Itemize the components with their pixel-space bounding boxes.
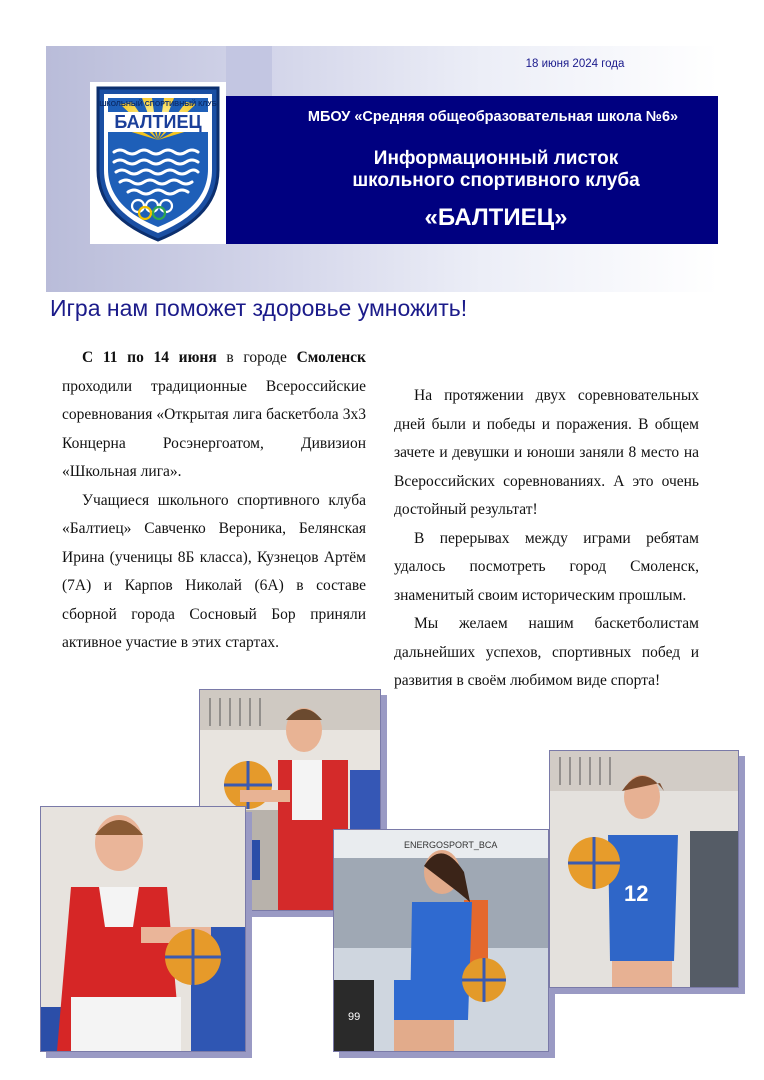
article-column-right	[394, 382, 699, 696]
paragraph: Учащиеся школьного спортивного клуба «Балтиец» Савченко Вероника, Белянская Ирина (ученицы 8Б класса), Кузнецов Артём (7А) и Карпов Николай (6А) в составе сборной города Сосновый Бор приняли активное участие в этих стартах.	[62, 491, 366, 651]
header-decor-square	[226, 46, 272, 96]
text-fragment: в городе	[216, 349, 297, 366]
event-dates: С 11 по 14 июня	[82, 349, 217, 366]
boy-red-jersey-photo	[40, 806, 246, 1052]
school-name: МБОУ «Средняя общеобразовательная школа №6»	[307, 109, 679, 125]
arena-banner-text: ENERGOSPORT_BCA	[404, 840, 498, 850]
girl-number-12-photo	[549, 750, 739, 988]
newsletter-title	[226, 148, 764, 192]
jersey-number: 99	[348, 1011, 361, 1023]
logo-top-text: ШКОЛЬНЫЙ СПОРТИВНЫЙ КЛУБ	[99, 101, 217, 108]
girl-dribbling-photo	[333, 829, 549, 1052]
article-column-left	[62, 344, 366, 658]
paragraph	[62, 344, 366, 487]
issue-date: 18 июня 2024 года	[525, 58, 625, 70]
header-title-panel	[226, 96, 718, 244]
logo-club-name: БАЛТИЕЦ	[114, 112, 202, 132]
newsletter-title-line1: Информационный листок	[373, 148, 619, 169]
jersey-number: 12	[624, 881, 649, 906]
paragraph: Мы желаем нашим баскетболистам дальнейших успехов, спортивных побед и развития в своём любимом виде спорта!	[394, 615, 699, 689]
paragraph: На протяжении двух соревновательных дней были и победы и поражения. В общем зачете и девушки и юноши заняли 8 место на Всероссийских соревнованиях. А это очень достойный результат!	[394, 387, 699, 518]
club-logo	[90, 82, 226, 244]
club-name: «БАЛТИЕЦ»	[424, 204, 568, 231]
newsletter-title-line2: школьного спортивного клуба	[352, 170, 640, 191]
article-headline: Игра нам поможет здоровье умножить!	[50, 295, 468, 321]
event-city: Смоленск	[296, 349, 366, 366]
paragraph: В перерывах между играми ребятам удалось посмотреть город Смоленск, знаменитый своим историческим прошлым.	[394, 529, 699, 604]
text-fragment: проходили традиционные Всероссийские соревнования «Открытая лига баскетбола 3х3 Концерна Росэнергоатом, Дивизион «Школьная лига».	[62, 377, 366, 480]
